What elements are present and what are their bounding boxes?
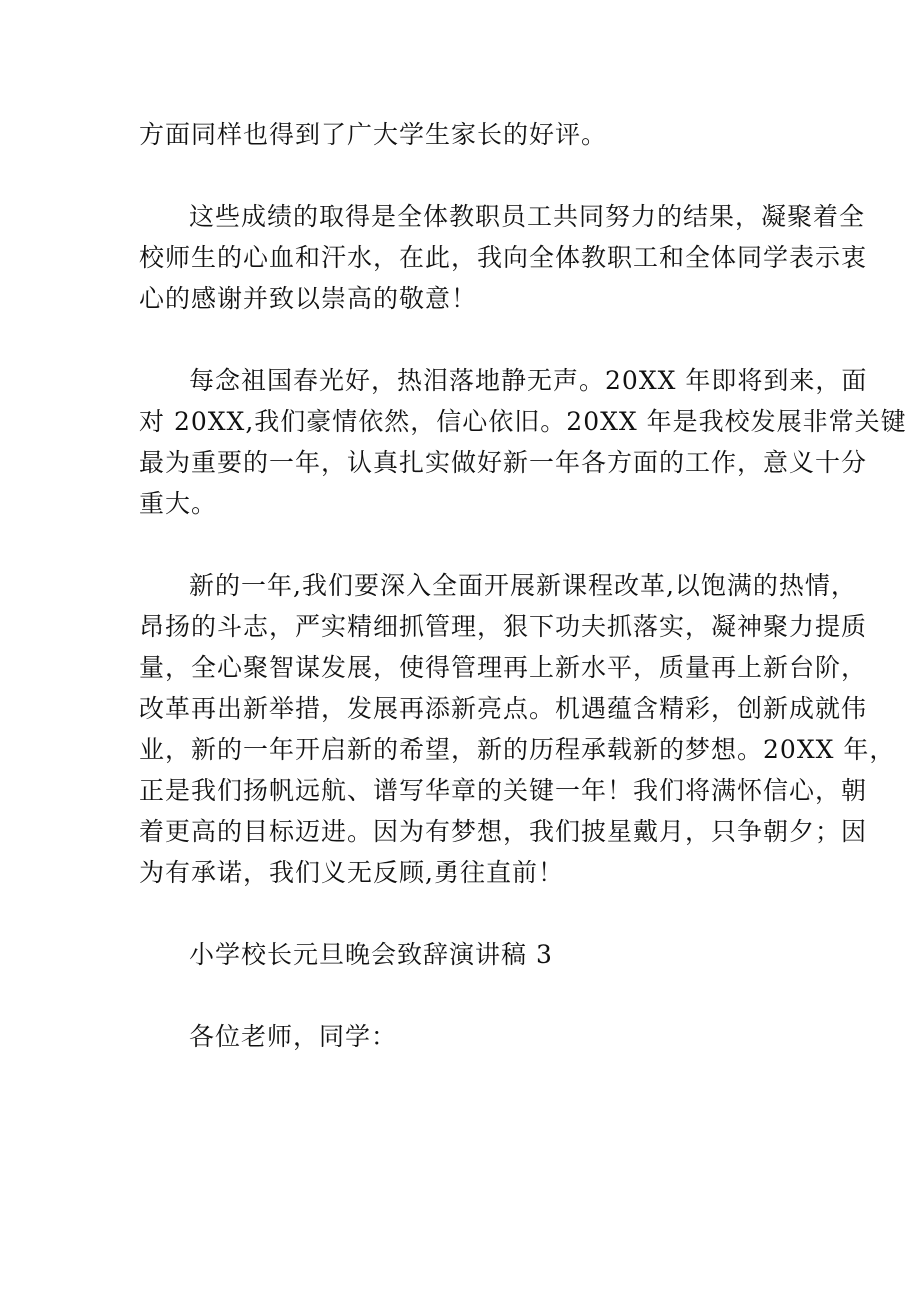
text-line: 对 20XX,我们豪情依然，信心依旧。20XX 年是我校发展非常关键 — [139, 407, 907, 436]
text-line: 心的感谢并致以崇高的敬意！ — [139, 284, 478, 313]
section-heading: 小学校长元旦晚会致辞演讲稿 3 — [189, 940, 553, 969]
text-line: 重大。 — [139, 489, 218, 518]
text-line: 业，新的一年开启新的希望，新的历程承载新的梦想。20XX 年， — [139, 735, 896, 764]
text-line: 每念祖国春光好，热泪落地静无声。20XX 年即将到来，面 — [189, 366, 868, 395]
salutation: 各位老师，同学： — [189, 1022, 398, 1051]
text-line: 为有承诺，我们义无反顾,勇往直前！ — [139, 858, 564, 887]
text-line: 新的一年,我们要深入全面开展新课程改革,以饱满的热情， — [189, 571, 857, 600]
text-line: 着更高的目标迈进。因为有梦想，我们披星戴月，只争朝夕；因 — [139, 817, 868, 846]
text-line: 这些成绩的取得是全体教职员工共同努力的结果，凝聚着全 — [189, 202, 866, 231]
paragraph-3 — [139, 360, 907, 524]
text-line: 量，全心聚智谋发展，使得管理再上新水平，质量再上新台阶， — [139, 653, 868, 682]
text-line: 校师生的心血和汗水，在此，我向全体教职工和全体同学表示衷 — [139, 243, 868, 272]
paragraph-2 — [139, 196, 868, 319]
text-line: 方面同样也得到了广大学生家长的好评。 — [139, 120, 608, 149]
text-line: 正是我们扬帆远航、谱写华章的关键一年！我们将满怀信心，朝 — [139, 776, 868, 805]
text-line: 最为重要的一年，认真扎实做好新一年各方面的工作，意义十分 — [139, 448, 868, 477]
paragraph-1 — [139, 114, 787, 155]
paragraph-4 — [139, 565, 896, 893]
text-line: 改革再出新举措，发展再添新亮点。机遇蕴含精彩，创新成就伟 — [139, 694, 868, 723]
document-body — [139, 114, 907, 1098]
text-line: 昂扬的斗志，严实精细抓管理，狠下功夫抓落实，凝神聚力提质 — [139, 612, 868, 641]
